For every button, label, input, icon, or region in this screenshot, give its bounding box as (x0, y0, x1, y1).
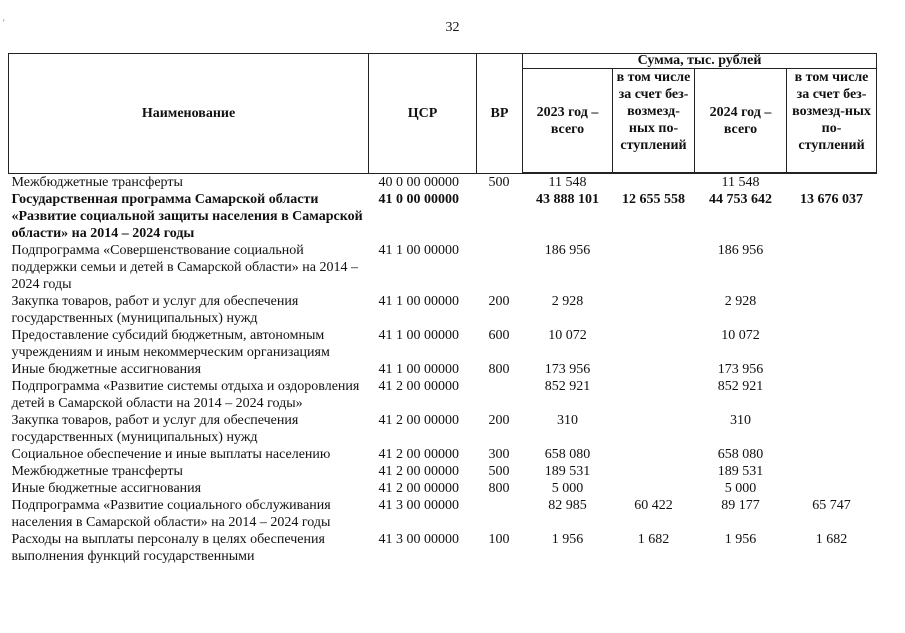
row-2024-incl (787, 412, 877, 446)
row-vr: 500 (488, 174, 510, 190)
row-2023-total: 82 985 (548, 498, 587, 513)
row-name: Иные бюджетные ассигнования (11, 362, 202, 377)
row-2023-total: 173 956 (544, 362, 591, 377)
row-csr: 41 3 00 00000 (378, 532, 459, 547)
row-2024-incl (787, 463, 877, 480)
row-2023-incl: 1 682 (637, 532, 670, 547)
row-2023-incl (613, 480, 695, 497)
row-vr: 300 (488, 447, 510, 462)
row-name: Подпрограмма «Совершенствование социальной поддержки семьи и детей в Самарской области» на 2014 – 2024 годы (11, 243, 358, 292)
row-2023-total: 852 921 (544, 379, 591, 394)
row-name: Закупка товаров, работ и услуг для обеспечения государственных (муниципальных) нужд (11, 413, 299, 445)
row-2024-incl (787, 446, 877, 463)
row-2024-incl (787, 327, 877, 361)
row-csr: 41 2 00 00000 (378, 464, 459, 479)
row-name: Государственная программа Самарской области «Развитие социальной защиты населения в Самарской области» на 2014 – 2024 годы (11, 192, 363, 241)
row-name: Предоставление субсидий бюджетным, автономным учреждениям и иным некоммерческим организациям (11, 328, 330, 360)
header-vr: ВР (477, 54, 523, 174)
row-2024-total: 186 956 (717, 243, 764, 258)
row-name: Межбюджетные трансферты (11, 174, 183, 190)
page-number: 32 (445, 20, 460, 35)
row-2023-incl (613, 446, 695, 463)
row-2023-incl (613, 327, 695, 361)
row-2023-total: 5 000 (551, 481, 584, 496)
budget-table (8, 53, 877, 565)
table-body (9, 173, 877, 565)
row-2024-total: 658 080 (717, 447, 764, 462)
row-csr: 41 2 00 00000 (378, 447, 459, 462)
row-2023-incl (613, 242, 695, 293)
header-2024-incl: в том числе за счет без-возмезд-ных по-ступлений (787, 69, 877, 174)
row-name: Подпрограмма «Развитие системы отдыха и оздоровления детей в Самарской области на 2014 – 2024 годы» (11, 379, 360, 411)
row-2024-total: 11 548 (721, 175, 760, 190)
header-sum-group: Сумма, тыс. рублей (523, 54, 877, 69)
row-vr: 600 (488, 328, 510, 343)
row-2024-incl (787, 293, 877, 327)
row-name: Иные бюджетные ассигнования (11, 481, 202, 496)
row-vr: 800 (488, 481, 510, 496)
row-csr: 41 1 00 00000 (378, 328, 459, 343)
row-vr (477, 242, 523, 293)
row-2024-total: 1 956 (724, 532, 757, 547)
row-csr: 41 3 00 00000 (378, 498, 459, 513)
row-2024-incl (787, 480, 877, 497)
header-name: Наименование (9, 54, 369, 174)
row-2023-total: 310 (557, 413, 578, 428)
table-row (9, 191, 877, 242)
row-vr: 800 (488, 362, 510, 377)
row-2024-total: 2 928 (724, 294, 757, 309)
row-2024-total: 10 072 (721, 328, 760, 343)
row-2024-incl (787, 378, 877, 412)
table-row (9, 446, 877, 463)
row-2024-total: 310 (730, 413, 751, 428)
row-name: Социальное обеспечение и иные выплаты населению (11, 447, 331, 462)
row-csr: 41 2 00 00000 (378, 481, 459, 496)
row-vr: 500 (488, 464, 510, 479)
row-csr: 40 0 00 00000 (378, 174, 459, 190)
row-csr: 41 1 00 00000 (378, 294, 459, 309)
table-row (9, 327, 877, 361)
header-csr: ЦСР (369, 54, 477, 174)
row-name: Расходы на выплаты персоналу в целях обеспечения выполнения функций государственными (11, 532, 325, 564)
row-2023-incl: 60 422 (634, 498, 673, 513)
row-csr: 41 1 00 00000 (378, 243, 459, 258)
row-name: Подпрограмма «Развитие социального обслуживания населения в Самарской области» на 2014 – 2024 годы (11, 498, 331, 530)
row-vr: 200 (488, 413, 510, 428)
row-2024-total: 189 531 (717, 464, 764, 479)
row-2024-incl: 65 747 (812, 498, 851, 513)
header-2023-total: 2023 год – всего (523, 69, 613, 174)
row-vr (477, 378, 523, 412)
row-2023-incl (613, 463, 695, 480)
row-2023-incl (613, 361, 695, 378)
row-2023-total: 11 548 (548, 175, 587, 190)
row-2023-total: 189 531 (544, 464, 591, 479)
row-2023-total: 186 956 (544, 243, 591, 258)
row-vr (477, 191, 523, 242)
row-2023-incl (613, 412, 695, 446)
row-vr: 100 (488, 532, 510, 547)
table-row (9, 531, 877, 565)
row-2023-total: 43 888 101 (536, 192, 599, 207)
row-2024-incl: 13 676 037 (800, 192, 864, 207)
table-row (9, 497, 877, 531)
header-2024-total: 2024 год – всего (695, 69, 787, 174)
row-csr: 41 2 00 00000 (378, 413, 459, 428)
row-2023-incl (613, 173, 695, 191)
row-vr (477, 497, 523, 531)
row-vr: 200 (488, 294, 510, 309)
row-2024-incl (787, 361, 877, 378)
table-row (9, 463, 877, 480)
row-2023-total: 10 072 (548, 328, 587, 343)
table-row (9, 480, 877, 497)
table-row (9, 361, 877, 378)
table-row (9, 412, 877, 446)
row-2023-incl (613, 293, 695, 327)
row-2023-total: 2 928 (551, 294, 584, 309)
row-2023-incl (613, 378, 695, 412)
row-2023-total: 658 080 (544, 447, 591, 462)
row-2024-total: 89 177 (721, 498, 760, 513)
row-2024-incl (787, 242, 877, 293)
table-header (9, 54, 877, 174)
row-2024-incl: 1 682 (815, 532, 848, 547)
table-row (9, 293, 877, 327)
row-name: Межбюджетные трансферты (11, 464, 183, 479)
row-2024-total: 173 956 (717, 362, 764, 377)
table-row (9, 378, 877, 412)
row-2024-total: 44 753 642 (709, 192, 772, 207)
table-row (9, 242, 877, 293)
header-2023-incl: в том числе за счет без-возмезд-ных по-ступлений (613, 69, 695, 174)
row-2023-incl: 12 655 558 (622, 192, 685, 207)
row-csr: 41 2 00 00000 (378, 379, 459, 394)
scan-mark: ‘ (2, 18, 6, 29)
row-2023-total: 1 956 (551, 532, 584, 547)
row-csr: 41 0 00 00000 (378, 192, 459, 207)
table-row (9, 173, 877, 191)
row-2024-total: 5 000 (724, 481, 757, 496)
row-name: Закупка товаров, работ и услуг для обеспечения государственных (муниципальных) нужд (11, 294, 299, 326)
row-2024-incl (787, 173, 877, 191)
row-2024-total: 852 921 (717, 379, 764, 394)
row-csr: 41 1 00 00000 (378, 362, 459, 377)
